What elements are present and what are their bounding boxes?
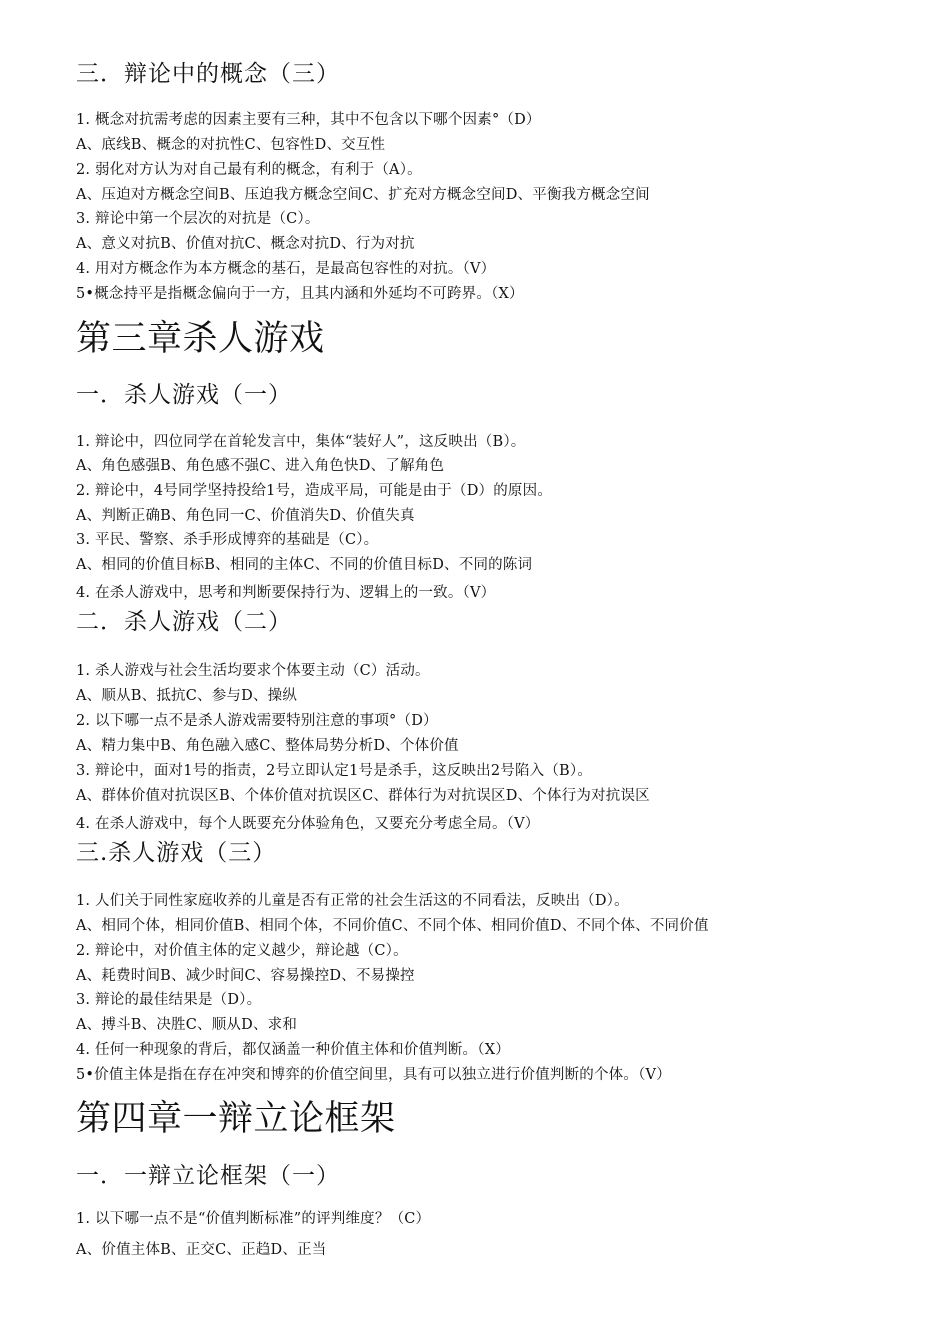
question-line: 4. 用对方概念作为本方概念的基石，是最高包容性的对抗。（V）: [76, 261, 496, 277]
question-line: 4. 在杀人游戏中，思考和判断要保持行为、逻辑上的一致。（V）: [76, 585, 496, 601]
question-line: 4. 在杀人游戏中，每个人既要充分体验角色，又要充分考虑全局。（V）: [76, 816, 540, 832]
options-line: A、意义对抗B、价值对抗C、概念对抗D、行为对抗: [76, 236, 415, 252]
question-line: 2. 弱化对方认为对自己最有利的概念，有利于（A）。: [76, 162, 422, 178]
question-line: 3. 辩论中，面对1号的指责，2号立即认定1号是杀手，这反映出2号陷入（B）。: [76, 763, 593, 779]
question-line: 5•价值主体是指在存在冲突和博弈的价值空间里，具有可以独立进行价值判断的个体。（V）: [76, 1067, 671, 1083]
question-line: 1. 概念对抗需考虑的因素主要有三种，其中不包含以下哪个因素°（D）: [76, 112, 541, 128]
question-line: 1. 杀人游戏与社会生活均要求个体要主动（C）活动。: [76, 663, 430, 679]
question-line: 2. 辩论中，4号同学坚持投给1号，造成平局，可能是由于（D）的原因。: [76, 483, 553, 499]
question-line: 1. 辩论中，四位同学在首轮发言中，集体“装好人”，这反映出（B）。: [76, 434, 526, 450]
options-line: A、底线B、概念的对抗性C、包容性D、交互性: [76, 137, 386, 153]
options-line: A、相同的价值目标B、相同的主体C、不同的价值目标D、不同的陈词: [76, 557, 533, 573]
options-line: A、相同个体，相同价值B、相同个体，不同价值C、不同个体、相同价值D、不同个体、不同价值: [76, 918, 709, 934]
question-line: 3. 辩论的最佳结果是（D）。: [76, 992, 262, 1008]
section-heading: 二．杀人游戏（二）: [76, 609, 292, 635]
question-line: 1. 以下哪一点不是“价值判断标准”的评判维度？（C）: [76, 1211, 431, 1227]
section-heading: 三．辩论中的概念（三）: [76, 61, 340, 87]
question-line: 2. 辩论中，对价值主体的定义越少，辩论越（C）。: [76, 943, 408, 959]
options-line: A、压迫对方概念空间B、压迫我方概念空间C、扩充对方概念空间D、平衡我方概念空间: [76, 187, 650, 203]
chapter-title: 第四章一辩立论框架: [76, 1099, 396, 1139]
section-heading: 三.杀人游戏（三）: [76, 840, 277, 866]
options-line: A、角色感强B、角色感不强C、进入角色快D、了解角色: [76, 458, 445, 474]
question-line: 3. 辩论中第一个层次的对抗是（C）。: [76, 211, 320, 227]
options-line: A、群体价值对抗误区B、个体价值对抗误区C、群体行为对抗误区D、个体行为对抗误区: [76, 788, 650, 804]
question-line: 1. 人们关于同性家庭收养的儿童是否有正常的社会生活这的不同看法，反映出（D）。: [76, 893, 629, 909]
options-line: A、精力集中B、角色融入感C、整体局势分析D、个体价值: [76, 738, 459, 754]
options-line: A、搏斗B、决胜C、顺从D、求和: [76, 1017, 298, 1033]
section-heading: 一．杀人游戏（一）: [76, 382, 292, 408]
chapter-title: 第三章杀人游戏: [76, 319, 325, 359]
question-line: 3. 平民、警察、杀手形成博弈的基础是（C）。: [76, 532, 379, 548]
question-line: 4. 任何一种现象的背后，都仅涵盖一种价值主体和价值判断。（X）: [76, 1042, 510, 1058]
options-line: A、价值主体B、正交C、正趋D、正当: [76, 1242, 327, 1258]
options-line: A、判断正确B、角色同一C、价值消失D、价值失真: [76, 508, 415, 524]
options-line: A、顺从B、抵抗C、参与D、操纵: [76, 688, 298, 704]
question-line: 5•概念持平是指概念偏向于一方，且其内涵和外延均不可跨界。（X）: [76, 286, 524, 302]
options-line: A、耗费时间B、减少时间C、容易操控D、不易操控: [76, 968, 415, 984]
question-line: 2. 以下哪一点不是杀人游戏需要特别注意的事项°（D）: [76, 713, 438, 729]
section-heading: 一．一辩立论框架（一）: [76, 1163, 340, 1189]
